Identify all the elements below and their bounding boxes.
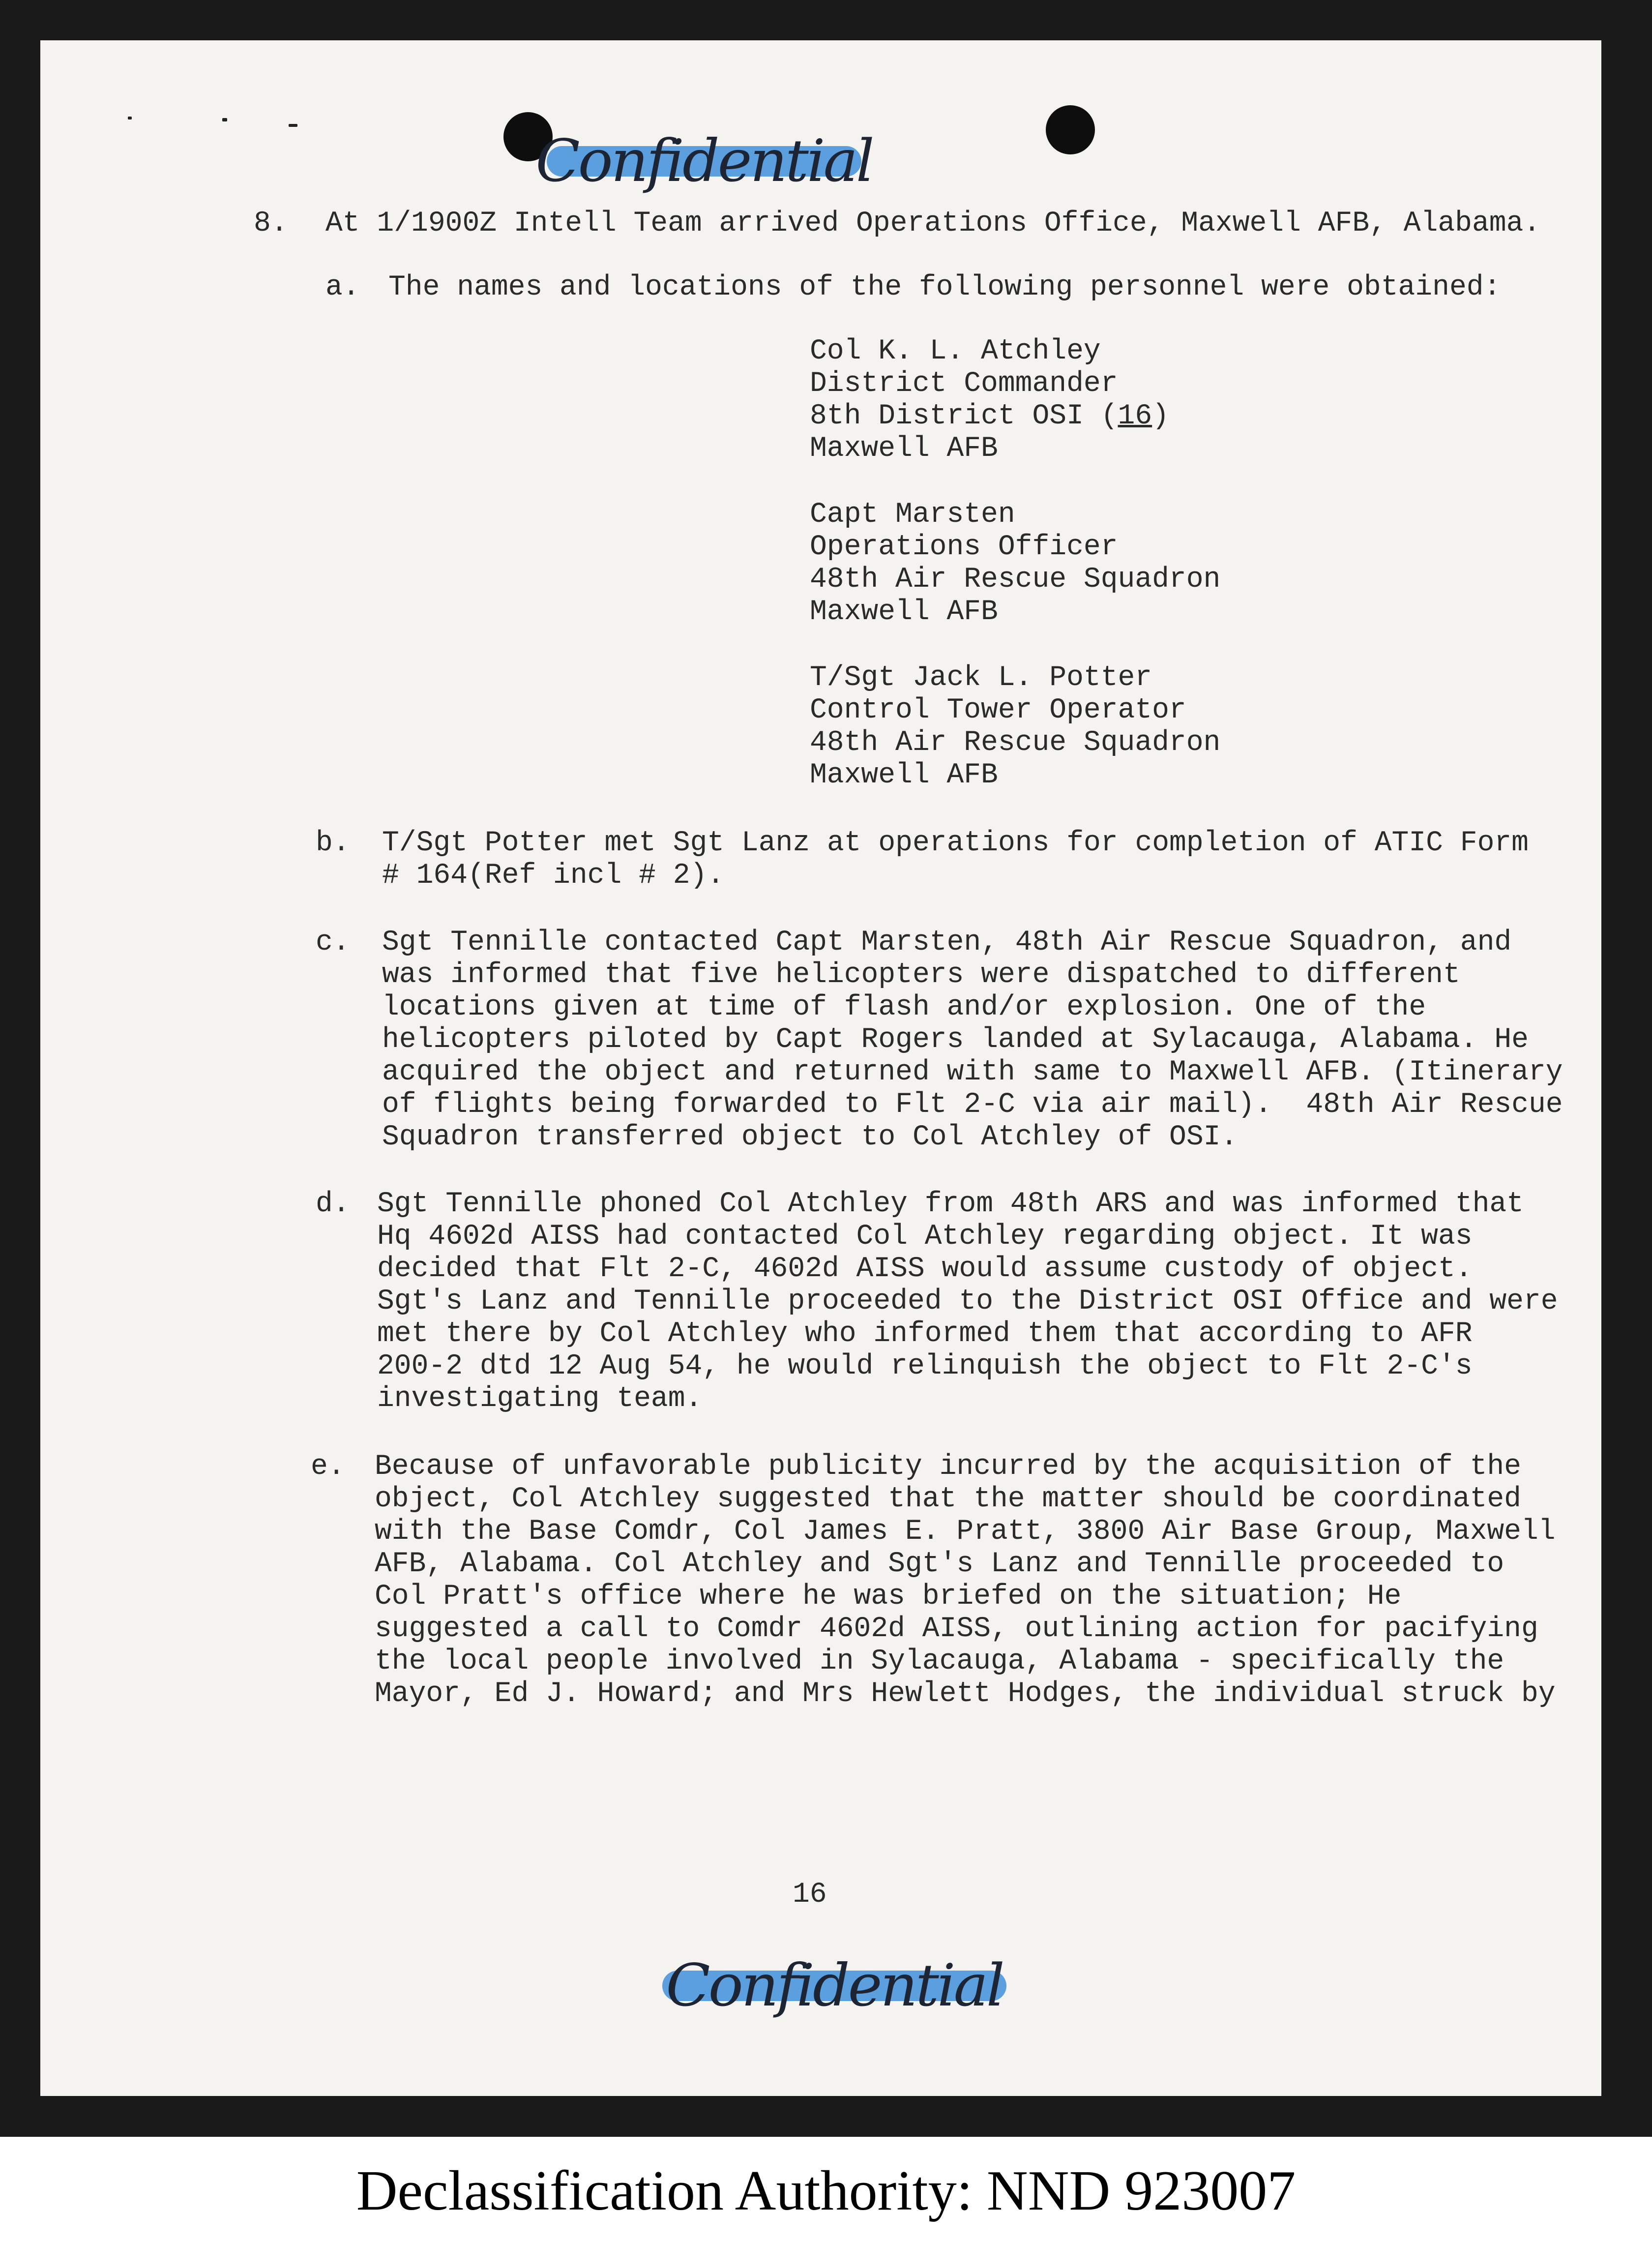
paragraph-line: Sgt's Lanz and Tennille proceeded to the District OSI Office and were <box>377 1286 1558 1317</box>
page-number: 16 <box>793 1879 827 1911</box>
paragraph-line: Mayor, Ed J. Howard; and Mrs Hewlett Hodges, the individual struck by <box>375 1678 1556 1710</box>
paragraph-line: Col Pratt's office where he was briefed on the situation; He <box>375 1581 1402 1613</box>
declassification-caption: Declassification Authority: NND 923007 <box>0 2137 1652 2245</box>
paragraph-line: the local people involved in Sylacauga, Alabama - specifically the <box>375 1646 1504 1677</box>
person-name: Capt Marsten <box>810 499 1015 531</box>
speck-mark <box>289 124 297 127</box>
person-title: Control Tower Operator <box>810 694 1186 726</box>
confidential-handwriting: Confidential <box>535 127 873 195</box>
person-base: Maxwell AFB <box>810 433 998 465</box>
item-d-label: d. <box>316 1188 350 1220</box>
confidential-stamp-footer <box>648 1948 1021 2019</box>
person-marsten <box>810 499 1220 629</box>
confidential-handwriting: Confidential <box>666 1951 1003 2019</box>
item-a-label: a. <box>325 271 360 303</box>
paragraph-line: met there by Col Atchley who informed them that according to AFR <box>377 1318 1473 1350</box>
item-a-text: The names and locations of the following personnel were obtained: <box>388 271 1501 303</box>
item-b-paragraph <box>382 827 1529 892</box>
paragraph-line: Hq 4602d AISS had contacted Col Atchley regarding object. It was <box>377 1221 1473 1253</box>
person-unit: 48th Air Rescue Squadron <box>810 727 1221 759</box>
paragraph-line: # 164(Ref incl # 2). <box>382 860 725 892</box>
paragraph-line: object, Col Atchley suggested that the matter should be coordinated <box>375 1483 1521 1515</box>
punch-hole-right <box>1046 105 1095 154</box>
person-base: Maxwell AFB <box>810 759 998 791</box>
speck-mark <box>222 118 227 121</box>
confidential-stamp-header <box>532 124 876 195</box>
person-potter <box>810 662 1220 792</box>
person-unit: 8th District OSI (16) <box>810 400 1169 432</box>
person-name: T/Sgt Jack L. Potter <box>810 662 1152 694</box>
paragraph-line: Because of unfavorable publicity incurred by the acquisition of the <box>375 1451 1521 1483</box>
paragraph-line: was informed that five helicopters were dispatched to different <box>382 959 1460 991</box>
paragraph-line: decided that Flt 2-C, 4602d AISS would assume custody of object. <box>377 1253 1473 1285</box>
paragraph-line: 200-2 dtd 12 Aug 54, he would relinquish the object to Flt 2-C's <box>377 1350 1473 1382</box>
person-unit: 48th Air Rescue Squadron <box>810 564 1221 596</box>
item-e-paragraph <box>375 1451 1556 1710</box>
item-c-paragraph <box>382 927 1563 1154</box>
item-8-text: At 1/1900Z Intell Team arrived Operations Office, Maxwell AFB, Alabama. <box>325 208 1541 239</box>
item-c-label: c. <box>316 927 350 958</box>
paragraph-line: with the Base Comdr, Col James E. Pratt, 3800 Air Base Group, Maxwell <box>375 1516 1556 1548</box>
person-title: District Commander <box>810 368 1118 400</box>
paragraph-line: suggested a call to Comdr 4602d AISS, outlining action for pacifying <box>375 1613 1538 1645</box>
paragraph-line: T/Sgt Potter met Sgt Lanz at operations for completion of ATIC Form <box>382 827 1529 859</box>
speck-mark <box>128 117 132 120</box>
paragraph-line: helicopters piloted by Capt Rogers landed at Sylacauga, Alabama. He <box>382 1024 1529 1056</box>
paragraph-line: Sgt Tennille phoned Col Atchley from 48th ARS and was informed that <box>377 1188 1524 1220</box>
person-atchley <box>810 335 1169 465</box>
item-d-paragraph <box>377 1188 1558 1415</box>
document-page <box>40 40 1601 2096</box>
paragraph-line: locations given at time of flash and/or explosion. One of the <box>382 991 1426 1023</box>
item-8-number: 8. <box>254 208 288 239</box>
person-title: Operations Officer <box>810 531 1118 563</box>
person-base: Maxwell AFB <box>810 596 998 628</box>
underlined-ref: 16 <box>1118 400 1152 432</box>
paragraph-line: Sgt Tennille contacted Capt Marsten, 48th Air Rescue Squadron, and <box>382 927 1512 958</box>
paragraph-line: Squadron transferred object to Col Atchley of OSI. <box>382 1121 1238 1153</box>
person-name: Col K. L. Atchley <box>810 335 1101 367</box>
item-e-label: e. <box>311 1451 345 1483</box>
item-b-label: b. <box>316 827 350 859</box>
paragraph-line: AFB, Alabama. Col Atchley and Sgt's Lanz and Tennille proceeded to <box>375 1548 1504 1580</box>
paragraph-line: acquired the object and returned with same to Maxwell AFB. (Itinerary <box>382 1056 1563 1088</box>
paragraph-line: of flights being forwarded to Flt 2-C via air mail). 48th Air Rescue <box>382 1089 1563 1121</box>
paragraph-line: investigating team. <box>377 1383 703 1415</box>
